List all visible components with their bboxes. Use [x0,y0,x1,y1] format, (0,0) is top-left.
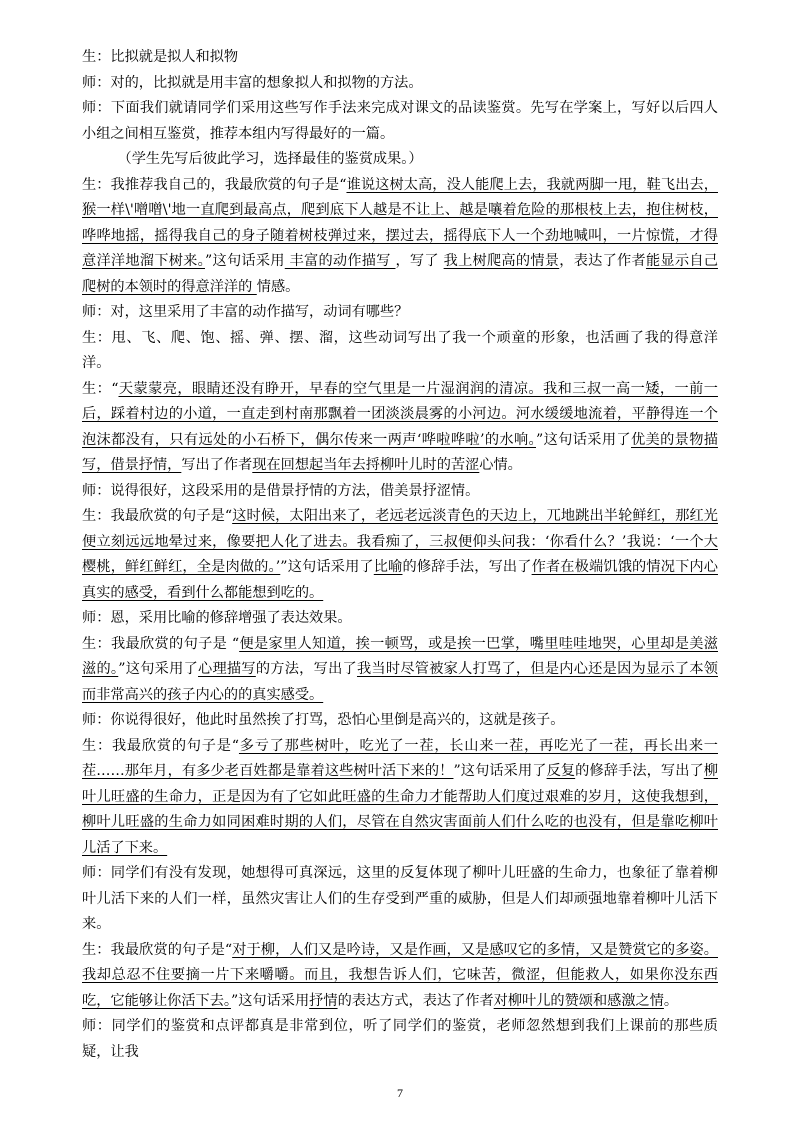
paragraph-text: 的修辞手法，写出了 [575,763,704,779]
transcript-paragraph [82,377,718,479]
paragraph-text: 的方法，写出了 [255,661,357,677]
underlined-quote: 谁说这树太高，没人能爬上去，我就两脚一甩，鞋飞出去，猴一样\'噌噌\'地一直爬到最高点，爬到底下人越是不让上、越是嚷着危险的那根枝上去，抱住树枝，哗哗地摇，摇得我自己的身子随着树枝弹过来，摆过去，摇得底下人一个劲地喊叫，一片惊慌，才得意洋洋地溜下树来。 [82,176,718,269]
underlined-quote: 丰富的动作描写 [284,253,396,269]
paragraph-text: 情感。 [256,278,300,295]
paragraph-text: 师：下面我们就请同学们采用这些写作手法来完成对课文的品读鉴赏。先写在学案上，写好以后四人小组之间相互鉴赏，推荐本组内写得最好的一篇。 [82,100,718,142]
underlined-quote: 柳叶儿旺盛的生命力，正是因为有了它如此旺盛的生命力才能帮助人们度过艰难的岁月，这使我想到，柳叶儿旺盛的生命力如同困难时期的人们，尽管在自然灾害面前人们什么吃的也没有，但是靠吃柳叶儿活了下来。 [82,763,718,856]
underlined-quote: 我当时尽管被家人打骂了，但是内心还是因为显示了本领而非常高兴的孩子内心的的真实感受。 [82,661,718,703]
paragraph-text: ”这句采用了 [118,661,199,677]
underlined-quote: 天蒙蒙亮，眼睛还没有睁开，早春的空气里是一片湿润润的清凉。我和三叔一高一矮，一前一后，踩着村边的小道，一直走到村南那飘着一团淡淡晨雾的小河边。河水缓缓地流着，平静得连一个泡沫都没有，只有远处的小石桥下，偶尔传来一两声‘哗啦哗啦’的水响。 [82,380,718,448]
paragraph-text: 生：比拟就是拟人和拟物 [82,49,239,65]
paragraph-text: 生：“ [82,380,119,397]
underlined-quote: 能显示自己爬树的本领时的得意洋洋的 [82,253,718,295]
paragraph-text: 。 [663,992,679,1009]
transcript-paragraph [82,504,718,606]
transcript-paragraph [82,96,718,147]
underlined-quote: 反复 [546,763,576,779]
paragraph-text: 心情。 [479,457,522,473]
transcript-paragraph [82,71,718,97]
underlined-quote: 比喻 [373,559,403,575]
paragraph-text: 生：甩、飞、爬、饱、摇、弹、摆、溜，这些动词写出了我一个顽童的形象，也活画了我的得意洋洋。 [82,329,718,371]
paragraph-text: 师：同学们有没有发现，她想得可真深远，这里的反复体现了柳叶儿旺盛的生命力，也象征了靠着柳叶儿活下来的人们一样，虽然灾害让人们的生存受到严重的威胁，但是人们却顽强地靠着柳叶儿活下来。 [82,865,718,932]
paragraph-text: ”这句话采用了 [280,559,374,575]
transcript-paragraph [82,861,718,938]
underlined-quote: 对于柳，人们又是吟诗，又是作画，又是感叹它的多情，又是赞赏它的多姿。我却总忍不住要摘一片下来嚼嚼。而且，我想告诉人们，它味苦，微涩，但能救人，如果你没东西吃，它能够让你活下去。 [82,941,718,1009]
paragraph-text: 生：我最欣赏的句子是“ [82,941,233,958]
paragraph-text: ，写了 [395,253,444,269]
transcript-paragraph [82,45,718,71]
underlined-quote: 现在回想起当年去捋柳叶儿时的苦涩 [252,457,480,473]
transcript-paragraph [82,326,718,377]
transcript-paragraph [82,300,718,326]
paragraph-text: 的表达方式，表达了作者 [337,992,494,1009]
underlined-quote: 这时候，太阳出来了，老远老远淡青色的天边上，兀地跳出半轮鲜红，那红光便立刻远远地晕过来，像要把人化了进去。我看痴了，三叔便仰头问我：‘你看什么？’我说：‘一个大樱桃，鲜红鲜红，全是肉做的。’ [82,508,718,575]
paragraph-text: 生：我推荐我自己的，我最欣赏的句子是“ [82,176,347,193]
transcript-paragraph [82,173,718,301]
underlined-quote: 我上树爬高的情景 [443,253,560,269]
transcript-paragraph [82,632,718,709]
paragraph-text: 生：我最欣赏的句子是“ [82,737,239,754]
paragraph-text: 师：你说得很好，他此时虽然挨了打骂，恐怕心里倒是高兴的，这就是孩子。 [82,712,565,728]
transcript-paragraph [82,708,718,734]
paragraph-text: 生：我最欣赏的句子是 “ [82,635,240,652]
transcript-paragraph [82,479,718,505]
paragraph-text: 师：恩，采用比喻的修辞增强了表达效果。 [82,610,352,626]
paragraph-text: ”这句话采用 [230,992,310,1009]
transcript-paragraph [82,734,718,862]
paragraph-text: 的修辞手法，写出了 [402,559,532,575]
lesson-transcript [82,45,718,1065]
paragraph-text: ”这句话采用 [204,253,285,269]
transcript-paragraph [82,938,718,1015]
paragraph-text: 写出了作者 [181,457,253,473]
paragraph-text: 师：对的，比拟就是用丰富的想象拟人和拟物的方法。 [82,74,423,91]
underlined-quote: 优美的景物描写，借景抒情， [82,431,718,473]
transcript-paragraph [82,147,718,173]
underlined-quote: 作者在极端饥饿的情况下内心真实的感受，看到什么都能想到吃的。 [82,559,718,601]
paragraph-text: ”这句话采用了 [536,431,631,448]
paragraph-text: 生：我最欣赏的句子是“ [82,508,233,524]
underlined-quote: 抒情 [309,992,338,1009]
underlined-quote: 便是家里人知道，挨一顿骂，或是挨一巴掌，嘴里哇哇地哭，心里却是美滋滋的。 [82,635,718,677]
paragraph-text: 师：说得很好，这段采用的是借景抒情的方法，借美景抒涩情。 [82,482,480,499]
transcript-paragraph [82,1014,718,1065]
paragraph-text: ，表达了作者 [559,253,646,269]
underlined-quote: 对柳叶儿的赞颂和感激之情 [493,992,664,1009]
paragraph-text: ”这句话采用了 [453,763,547,779]
underlined-quote: 多亏了那些树叶，吃光了一茬，长山来一茬，再吃光了一茬，再长出来一茬……那年月，有多少老百姓都是靠着这些树叶活下来的！ [82,737,718,779]
page-number: 7 [397,1086,403,1100]
paragraph-text: 师：对，这里采用了丰富的动作描写，动词有哪些？ [82,304,409,320]
transcript-paragraph [82,606,718,632]
underlined-quote: 心理描写 [198,661,256,677]
paragraph-text: （学生先写后彼此学习，选择最佳的鉴赏成果。） [117,151,423,167]
paragraph-text: 师：同学们的鉴赏和点评都真是非常到位，听了同学们的鉴赏，老师忽然想到我们上课前的那些质疑，让我 [82,1018,718,1060]
